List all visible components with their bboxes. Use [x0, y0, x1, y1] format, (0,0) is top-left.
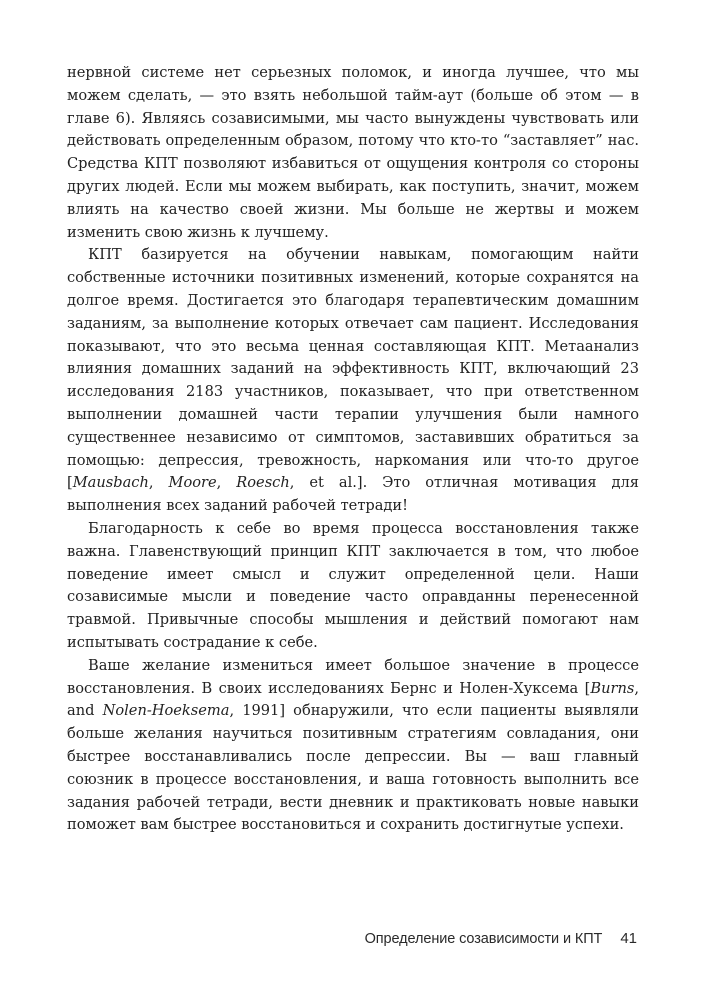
citation-name: Mausbach — [72, 474, 149, 492]
text-run: нервной системе нет серьезных поломок, и иногда лучшее, что мы можем сделать, — это взять небольшой тайм-аут (больше об этом — в главе 6). Являясь созависимыми, мы часто вынуждены чувствовать или действовать определенным образом, потому что кто-то “заставляет” нас. Средства КПТ позволяют избавиться от ощущения контроля со стороны других людей. Если мы можем выбирать, как поступить, значит, можем влиять на качество своей жизни. Мы больше не жертвы и можем изменить свою жизнь к лучшему. — [67, 64, 639, 241]
page-footer — [365, 930, 637, 947]
text-run: КПТ базируется на обучении навыкам, помогающим найти собственные источники позитивных изменений, которые сохранятся на долгое время. Достигается это благодаря терапевтическим домашним заданиям, за выполнение которых отвечает сам пациент. Исследования показывают, что это весьма ценная составляющая КПТ. Метаанализ влияния домашних заданий на эффективность КПТ, включающий 23 исследования 2183 участников, показывает, что при ответственном выполнении домашней части терапии улучшения были намного существеннее независимо от симптомов, заставивших обратиться за помощью: депрессия, тревожность, наркомания или что-то другое [ — [67, 246, 639, 492]
citation-name: Burns — [590, 679, 635, 697]
text-run: Благодарность к себе во время процесса восстановления также важна. Главенствующий принцип КПТ заключается в том, что любое поведение имеет смысл и служит определенной цели. Наши созависимые мысли и поведение часто оправданны перенесенной травмой. Привычные способы мышления и действий помогают нам испытывать сострадание к себе. — [67, 519, 639, 651]
page-number: 41 — [620, 930, 637, 947]
running-title: Определение созависимости и КПТ — [364, 931, 603, 947]
text-run: , — [148, 474, 169, 492]
text-run: Ваше желание измениться имеет большое значение в процессе восстановления. В своих исследованиях Бернс и Нолен-Хуксема [ — [67, 656, 639, 697]
text-run: , and — [67, 679, 639, 720]
paragraph — [67, 244, 639, 518]
text-run: , et al.]. Это отличная мотивация для выполнения всех заданий рабочей тетради! — [67, 474, 640, 515]
citation-name: Nolen-Hoeksema — [102, 702, 230, 720]
page-body — [67, 62, 639, 837]
citation-name: Moore — [168, 474, 217, 492]
paragraph — [67, 62, 639, 244]
citation-name: Roesch — [236, 474, 290, 492]
paragraph — [67, 518, 639, 655]
text-run: , — [216, 474, 237, 492]
text-run: , 1991] обнаружили, что если пациенты выявляли больше желания научиться позитивным стратегиям совладания, они быстрее восстанавливались после депрессии. Вы — ваш главный союзник в процессе восстановления, и ваша готовность выполнить все задания рабочей тетради, вести дневник и практиковать новые навыки поможет вам быстрее восстановиться и сохранить достигнутые успехи. — [67, 702, 639, 834]
paragraph — [67, 655, 639, 837]
